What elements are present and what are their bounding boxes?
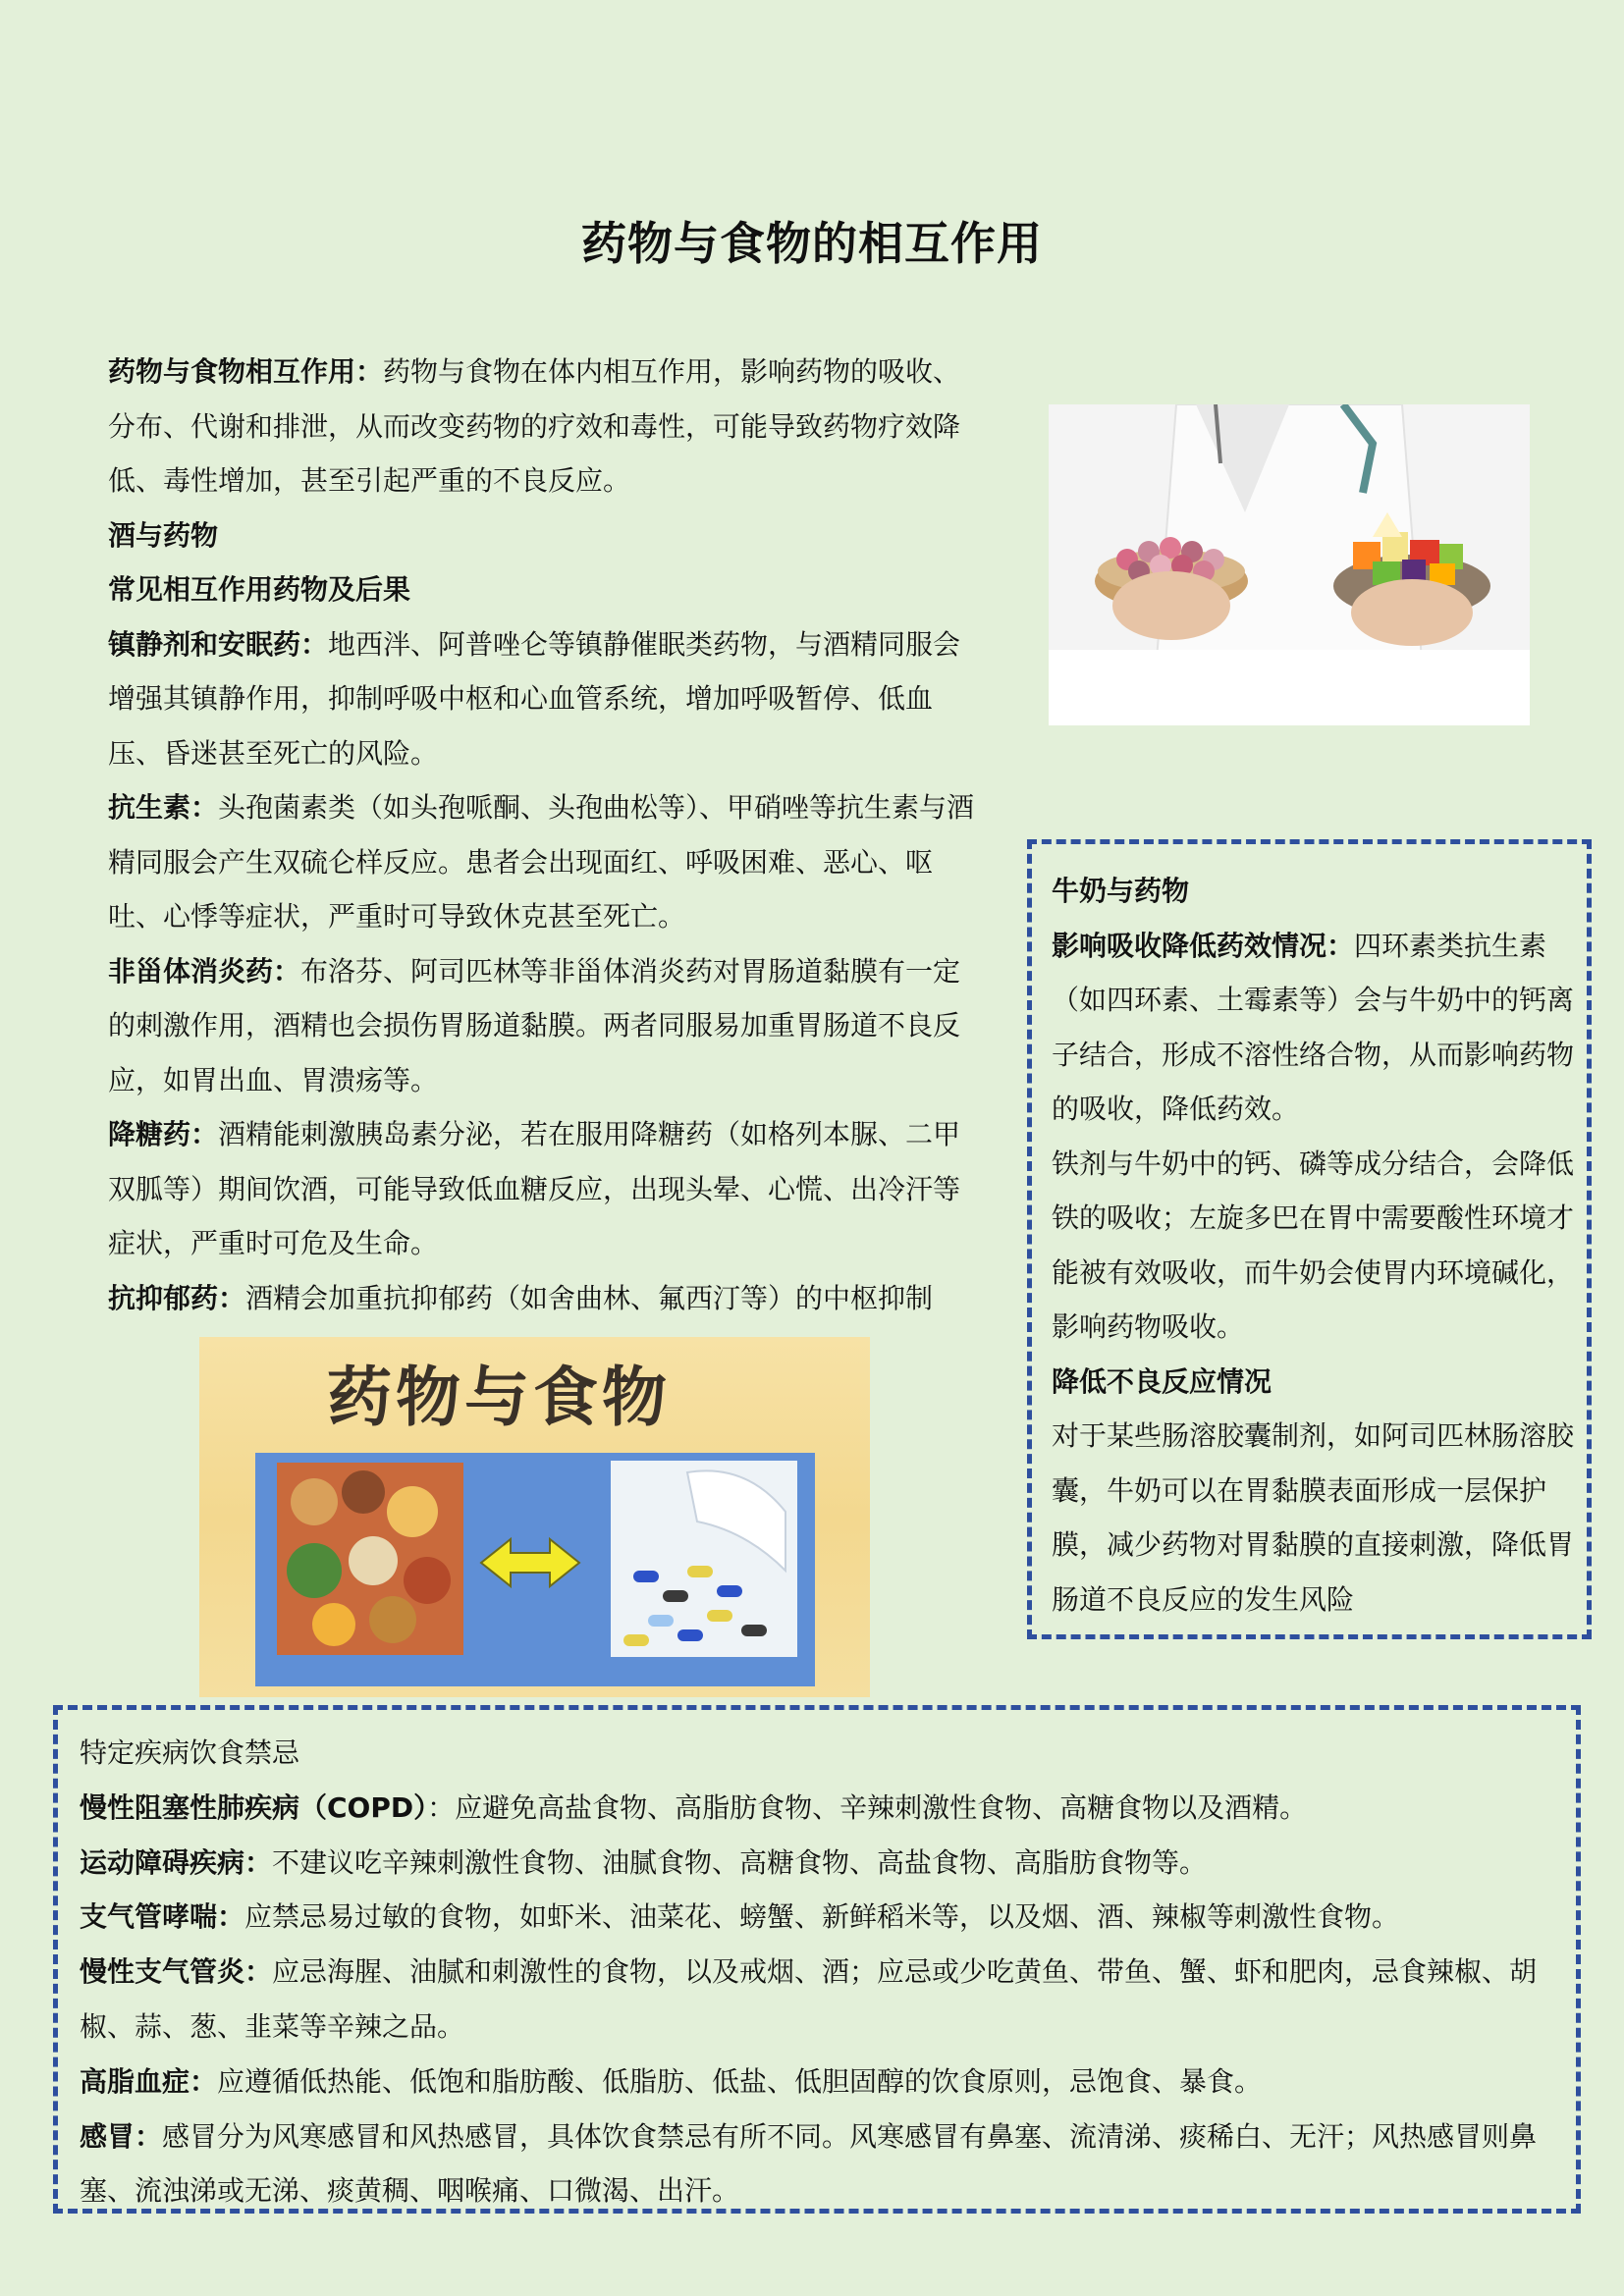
item-antibiotics: 抗生素：头孢菌素类（如头孢哌酮、头孢曲松等）、甲硝唑等抗生素与酒精同服会产生双硫仑样反应。患者会出现面红、呼吸困难、恶心、呕吐、心悸等症状，严重时可导致休克甚至死亡。 [108, 791, 975, 933]
disease-diet-box [53, 1705, 1581, 2214]
disease-item-hyperlipidemia: 高脂血症：应遵循低热能、低饱和脂肪酸、低脂肪、低盐、低胆固醇的饮食原则，忌饱食、暴食。 [80, 2064, 1263, 2098]
milk-iron-paragraph: 铁剂与牛奶中的钙、磷等成分结合，会降低铁的吸收；左旋多巴在胃中需要酸性环境才能被有效吸收，而牛奶会使胃内环境碱化，影响药物吸收。 [1052, 1147, 1575, 1343]
food-and-pills-illustration [255, 1453, 815, 1686]
milk-heading: 牛奶与药物 [1052, 875, 1190, 907]
milk-and-drugs-box [1027, 839, 1592, 1639]
milk-side-effects-heading: 降低不良反应情况 [1052, 1364, 1272, 1398]
disease-heading: 特定疾病饮食禁忌 [80, 1736, 300, 1769]
milk-enteric-paragraph: 对于某些肠溶胶囊制剂，如阿司匹林肠溶胶囊，牛奶可以在胃黏膜表面形成一层保护膜，减少药物对胃黏膜的直接刺激，降低胃肠道不良反应的发生风险 [1052, 1419, 1575, 1616]
banner-title: 药物与食物 [327, 1359, 671, 1435]
page-title: 药物与食物的相互作用 [581, 217, 1043, 270]
milk-absorption-paragraph: 影响吸收降低药效情况：四环素类抗生素（如四环素、土霉素等）会与牛奶中的钙离子结合，形成不溶性络合物，从而影响药物的吸收，降低药效。 [1052, 929, 1575, 1125]
item-antidepressants: 抗抑郁药：酒精会加重抗抑郁药（如舍曲林、氟西汀等）的中枢抑制 [108, 1281, 934, 1314]
intro-label: 药物与食物相互作用： [108, 355, 384, 388]
double-arrow-icon [481, 1539, 579, 1586]
doctor-illustration [1049, 404, 1530, 725]
intro-text: 药物与食物在体内相互作用，影响药物的吸收、分布、代谢和排泄，从而改变药物的疗效和毒性，可能导致药物疗效降低、毒性增加，甚至引起严重的不良反应。 [108, 355, 961, 497]
item-sedatives: 镇静剂和安眠药：地西泮、阿普唑仑等镇静催眠类药物，与酒精同服会增强其镇静作用，抑制呼吸中枢和心血管系统，增加呼吸暂停、低血压、昏迷甚至死亡的风险。 [108, 627, 961, 770]
drug-food-banner-image [199, 1337, 870, 1697]
section-heading-interactions: 常见相互作用药物及后果 [108, 573, 411, 606]
section-heading-alcohol: 酒与药物 [108, 518, 219, 552]
item-nsaids: 非甾体消炎药：布洛芬、阿司匹林等非甾体消炎药对胃肠道黏膜有一定的刺激作用，酒精也会损伤胃肠道黏膜。两者同服易加重胃肠道不良反应，如胃出血、胃溃疡等。 [108, 954, 961, 1096]
disease-item-cold: 感冒：感冒分为风寒感冒和风热感冒，具体饮食禁忌有所不同。风寒感冒有鼻塞、流清涕、痰稀白、无汗；风热感冒则鼻塞、流浊涕或无涕、痰黄稠、咽喉痛、口微渴、出汗。 [80, 2119, 1538, 2208]
doctor-holding-pills-and-fruit-photo [1049, 404, 1530, 725]
intro-paragraph [108, 345, 982, 508]
disease-item-movement: 运动障碍疾病：不建议吃辛辣刺激性食物、油腻食物、高糖食物、高盐食物、高脂肪食物等。 [80, 1845, 1208, 1879]
disease-item-copd: 慢性阻塞性肺疾病（COPD）：应避免高盐食物、高脂肪食物、辛辣刺激性食物、高糖食物以及酒精。 [80, 1790, 1308, 1824]
disease-item-asthma: 支气管哮喘：应禁忌易过敏的食物，如虾米、油菜花、螃蟹、新鲜稻米等，以及烟、酒、辣椒等刺激性食物。 [80, 1900, 1400, 1934]
disease-item-bronchitis: 慢性支气管炎：应忌海腥、油腻和刺激性的食物，以及戒烟、酒；应忌或少吃黄鱼、带鱼、蟹、虾和肥肉，忌食辣椒、胡椒、蒜、葱、韭菜等辛辣之品。 [80, 1955, 1538, 2043]
banner-blue-panel [255, 1453, 815, 1686]
alcohol-section [108, 345, 982, 1325]
item-antidiabetics: 降糖药：酒精能刺激胰岛素分泌，若在服用降糖药（如格列本脲、二甲双胍等）期间饮酒，可能导致低血糖反应，出现头晕、心慌、出冷汗等症状，严重时可危及生命。 [108, 1118, 961, 1259]
